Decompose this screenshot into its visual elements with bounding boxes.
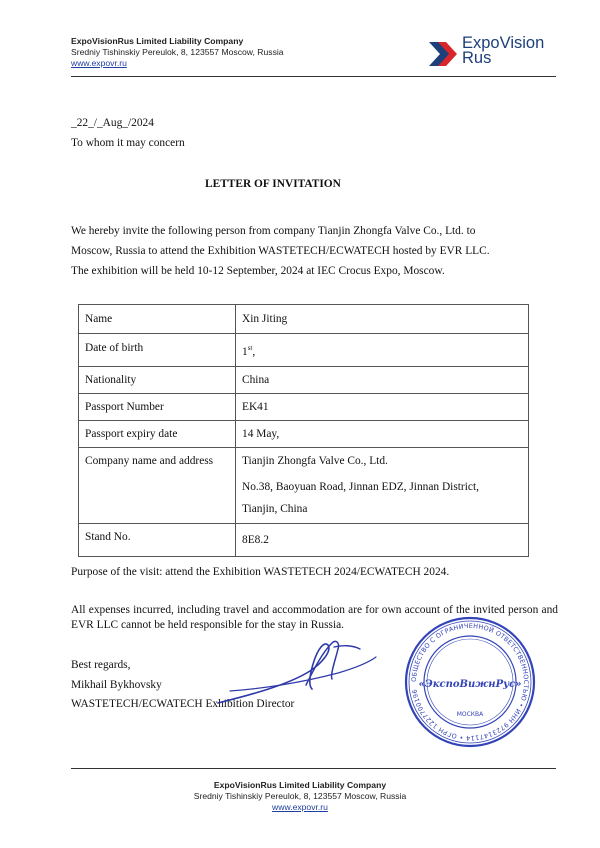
footer-address: Sredniy Tishinskiy Pereulok, 8, 123557 Moscow, Russia (193, 791, 407, 801)
row-value (236, 334, 529, 367)
row-label: Date of birth (79, 334, 236, 367)
row-value: 14 May, (236, 420, 529, 447)
letter-date: _22_/_Aug_/2024 (71, 117, 154, 129)
table-row (79, 334, 529, 367)
handwritten-signature (210, 633, 380, 708)
table-row (79, 523, 529, 556)
row-value: Xin Jiting (236, 305, 529, 334)
logo-text (462, 36, 544, 66)
row-label: Passport expiry date (79, 420, 236, 447)
expovision-logo (427, 36, 567, 72)
dob-value: 1 (242, 345, 248, 358)
purpose-of-visit: Purpose of the visit: attend the Exhibition WASTETECH 2024/ECWATECH 2024. (71, 566, 450, 578)
logo-text-line1: ExpoVision (462, 34, 545, 52)
table-row (79, 305, 529, 334)
seal-city: МОСКВА (456, 711, 484, 718)
row-value (236, 447, 529, 523)
company-address-line-1: No.38, Baoyuan Road, Jinnan EDZ, Jinnan District, (242, 480, 479, 493)
table-row (79, 420, 529, 447)
footer-website-link[interactable]: www.expovr.ru (272, 802, 328, 812)
seal-ring-text: ОБЩЕСТВО С ОГРАНИЧЕННОЙ ОТВЕТСТВЕННОСТЬЮ • ИНН 9723147114 • ОГРН 1227700196 (409, 621, 531, 743)
row-label (79, 447, 236, 523)
footer-company-block (0, 780, 600, 813)
header-divider (71, 76, 556, 77)
row-label: Nationality (79, 366, 236, 393)
letter-title: LETTER OF INVITATION (205, 178, 341, 190)
row-value: EK41 (236, 393, 529, 420)
invitee-info-table (78, 304, 529, 557)
row-value: 8E8.2 (236, 523, 529, 556)
signer-title: WASTETECH/ECWATECH Exhibition Director (71, 698, 295, 710)
intro-line-3: The exhibition will be held 10-12 September, 2024 at IEC Crocus Expo, Moscow. (71, 265, 445, 277)
row-label: Stand No. (79, 523, 236, 556)
header-company-block (71, 36, 284, 69)
row-label-text: Company name and address (85, 454, 214, 467)
table-row (79, 393, 529, 420)
company-address-line-2: Tianjin, China (242, 502, 308, 515)
footer-divider (71, 768, 556, 769)
intro-line-2: Moscow, Russia to attend the Exhibition WASTETECH/ECWATECH hosted by EVR LLC. (71, 245, 490, 257)
table-row (79, 447, 529, 523)
footer-company-name: ExpoVisionRus Limited Liability Company (213, 780, 387, 790)
logo-chevron-icon (427, 36, 461, 72)
row-label: Passport Number (79, 393, 236, 420)
header-website-link[interactable]: www.expovr.ru (71, 58, 127, 68)
row-value: China (236, 366, 529, 393)
seal-center-text: «ЭкспоВижнРус» (418, 679, 522, 690)
header-address: Sredniy Tishinskiy Pereulok, 8, 123557 Moscow, Russia (71, 47, 284, 57)
row-label: Name (79, 305, 236, 334)
letter-greeting: To whom it may concern (71, 137, 185, 149)
table-row (79, 366, 529, 393)
intro-line-1: We hereby invite the following person from company Tianjin Zhongfa Valve Co., Ltd. to (71, 225, 476, 237)
expenses-paragraph: All expenses incurred, including travel and accommodation are for own account of the invited person and EVR LLC cannot be held responsible for the stay in Russia. (71, 604, 558, 631)
company-seal (403, 615, 537, 749)
logo-text-line2: Rus (462, 49, 492, 67)
dob-comma: , (252, 345, 256, 358)
header-company-name: ExpoVisionRus Limited Liability Company (71, 36, 244, 46)
dob-suffix: st (247, 344, 253, 352)
signer-name: Mikhail Bykhovsky (71, 679, 162, 691)
closing: Best regards, (71, 659, 131, 671)
company-name-line: Tianjin Zhongfa Valve Co., Ltd. (242, 454, 388, 467)
